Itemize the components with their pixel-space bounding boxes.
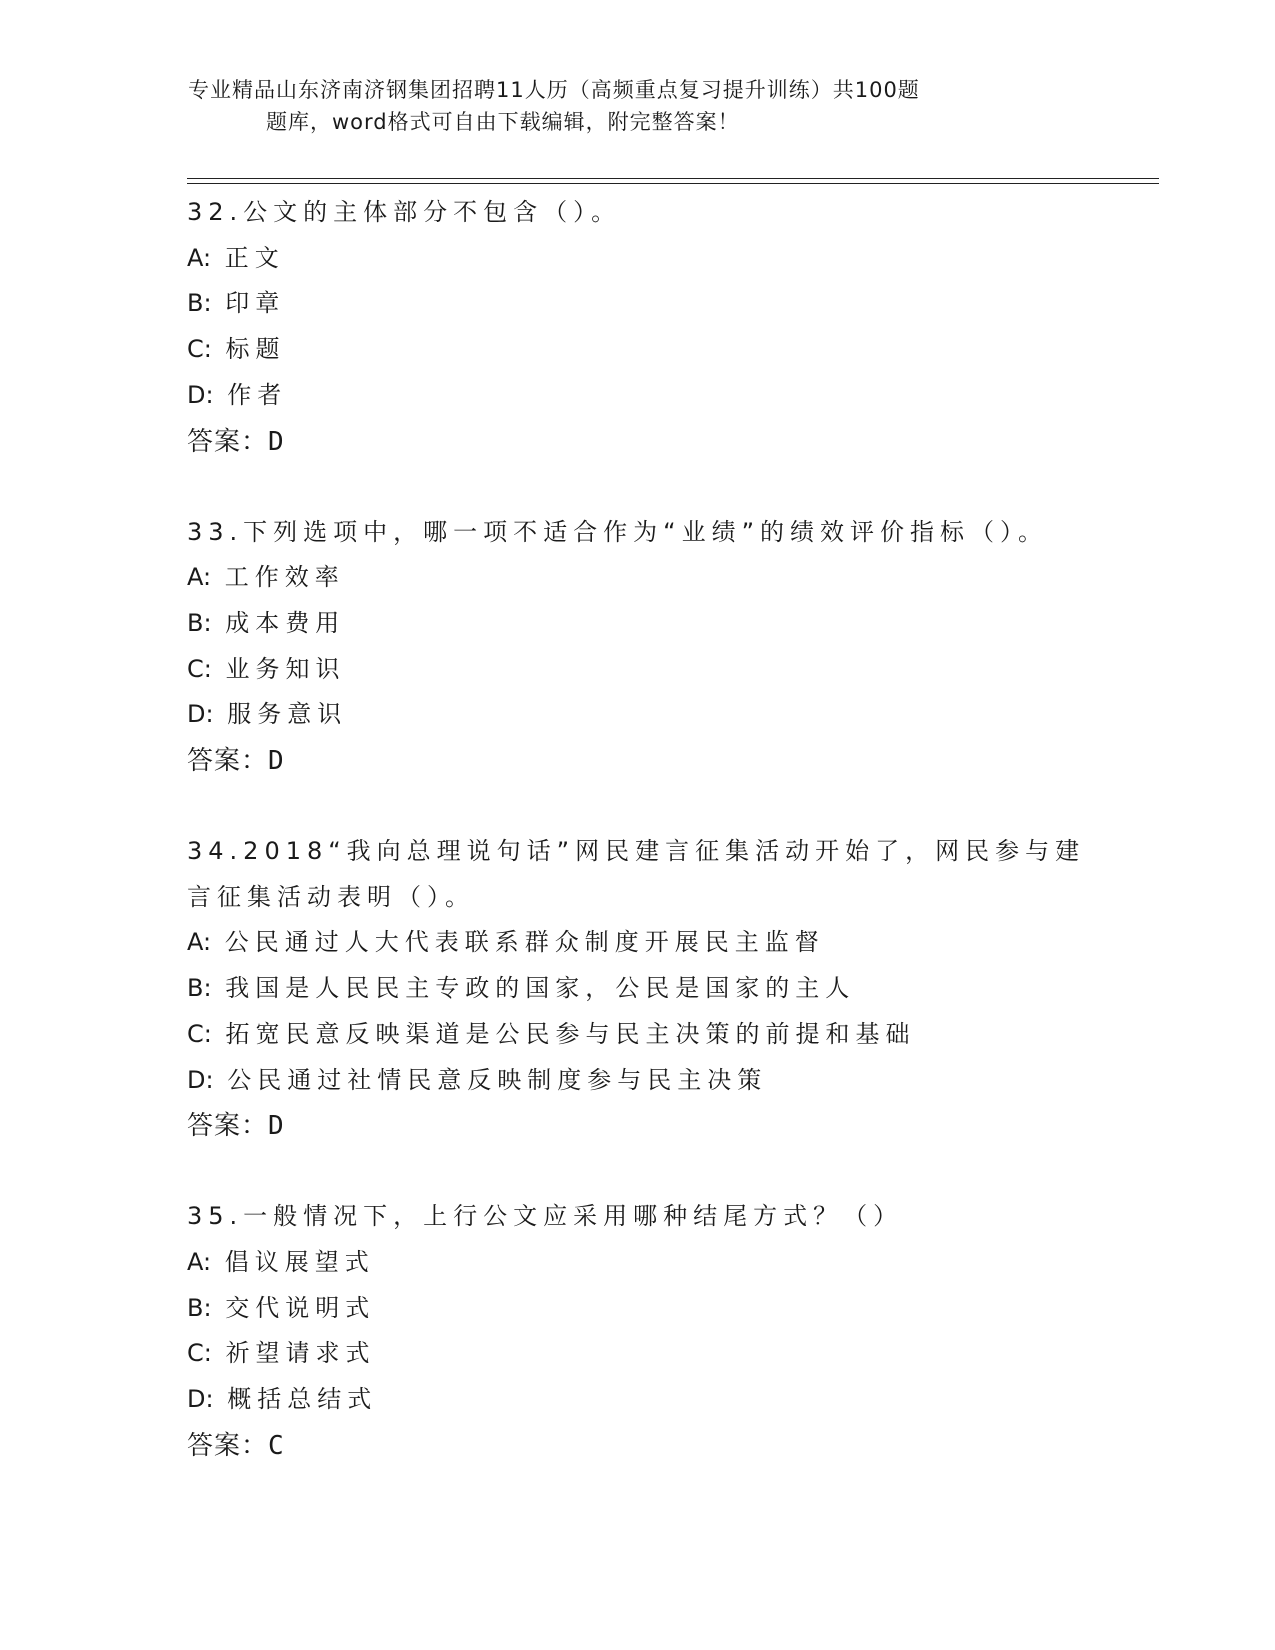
option-letter: C: xyxy=(187,335,212,364)
option-letter: D: xyxy=(187,1385,214,1414)
question-number: 33. xyxy=(187,517,244,546)
option-d xyxy=(187,373,1167,419)
option-a xyxy=(187,1240,1167,1286)
header-rule-thick xyxy=(187,178,1159,179)
option-letter: A: xyxy=(187,243,212,272)
option-text: 公民通过人大代表联系群众制度开展民主监督 xyxy=(224,928,825,957)
answer-label: 答案： xyxy=(187,1111,269,1142)
answer-line xyxy=(187,738,1167,784)
option-letter: A: xyxy=(187,1247,212,1276)
option-text: 成本费用 xyxy=(225,608,346,637)
question-text xyxy=(187,1194,1167,1240)
title-line-1: 专业精品山东济南济钢集团招聘11人历（高频重点复习提升训练）共100题 xyxy=(188,78,920,102)
header-rule-thin xyxy=(187,183,1159,184)
option-text: 作者 xyxy=(227,380,288,409)
option-c xyxy=(187,1331,1167,1377)
option-letter: D: xyxy=(187,380,214,409)
option-b xyxy=(187,281,1167,327)
option-a xyxy=(187,920,1167,966)
option-text: 概括总结式 xyxy=(227,1385,378,1414)
question-stem: 2018“我向总理说句话”网民建言征集活动开始了，网民参与建言征集活动表明（）。 xyxy=(187,837,1086,911)
question-stem: 一般情况下，上行公文应采用哪种结尾方式？（） xyxy=(243,1202,904,1231)
option-d xyxy=(187,1377,1167,1423)
option-a xyxy=(187,236,1167,282)
option-letter: C: xyxy=(187,1339,212,1368)
question-stem: 公文的主体部分不包含（）。 xyxy=(243,198,622,226)
option-letter: A: xyxy=(187,563,212,592)
option-d xyxy=(187,1058,1167,1104)
option-letter: C: xyxy=(187,654,212,683)
answer-value: D xyxy=(268,746,285,777)
option-b xyxy=(187,1286,1167,1332)
option-text: 印章 xyxy=(225,289,286,318)
option-letter: B: xyxy=(187,289,212,318)
option-letter: B: xyxy=(187,1293,212,1322)
option-text: 公民通过社情民意反映制度参与民主决策 xyxy=(227,1065,768,1094)
answer-value: D xyxy=(268,426,285,457)
option-text: 正文 xyxy=(224,243,285,272)
option-text: 祈望请求式 xyxy=(225,1339,376,1368)
question-list xyxy=(187,190,1167,1514)
question-number: 34. xyxy=(187,837,244,866)
option-text: 交代说明式 xyxy=(225,1293,376,1322)
option-letter: C: xyxy=(187,1019,212,1048)
option-text: 倡议展望式 xyxy=(224,1247,375,1276)
question-33 xyxy=(187,510,1167,785)
answer-value: D xyxy=(268,1111,285,1142)
option-b xyxy=(187,966,1167,1012)
option-letter: B: xyxy=(187,608,212,637)
question-text xyxy=(187,190,1167,236)
option-text: 业务知识 xyxy=(225,654,346,683)
option-letter: D: xyxy=(187,700,214,729)
option-c xyxy=(187,327,1167,373)
option-letter: B: xyxy=(187,974,212,1003)
option-b xyxy=(187,601,1167,647)
answer-label: 答案： xyxy=(187,426,269,457)
option-text: 工作效率 xyxy=(224,563,345,592)
option-text: 标题 xyxy=(225,335,286,364)
answer-label: 答案： xyxy=(187,746,269,777)
option-letter: A: xyxy=(187,928,212,957)
question-34 xyxy=(187,829,1167,1149)
question-stem: 下列选项中，哪一项不适合作为“业绩”的绩效评价指标（）。 xyxy=(243,517,1049,546)
option-c xyxy=(187,1012,1167,1058)
answer-line xyxy=(187,1103,1167,1149)
question-text xyxy=(187,510,1167,556)
option-a xyxy=(187,555,1167,601)
option-d xyxy=(187,692,1167,738)
document-title xyxy=(188,74,1088,138)
option-text: 我国是人民民主专政的国家，公民是国家的主人 xyxy=(225,974,856,1003)
option-text: 服务意识 xyxy=(227,700,348,729)
option-c xyxy=(187,647,1167,693)
question-number: 32. xyxy=(187,198,244,226)
answer-line xyxy=(187,1423,1167,1469)
answer-value: C xyxy=(268,1430,285,1461)
question-32 xyxy=(187,190,1167,465)
question-number: 35. xyxy=(187,1202,244,1231)
option-text: 拓宽民意反映渠道是公民参与民主决策的前提和基础 xyxy=(225,1019,916,1048)
answer-label: 答案： xyxy=(187,1430,269,1461)
title-line-2: 题库，word格式可自由下载编辑，附完整答案！ xyxy=(266,110,740,134)
answer-line xyxy=(187,419,1167,465)
question-text xyxy=(187,829,1087,920)
question-35 xyxy=(187,1194,1167,1469)
option-letter: D: xyxy=(187,1065,214,1094)
